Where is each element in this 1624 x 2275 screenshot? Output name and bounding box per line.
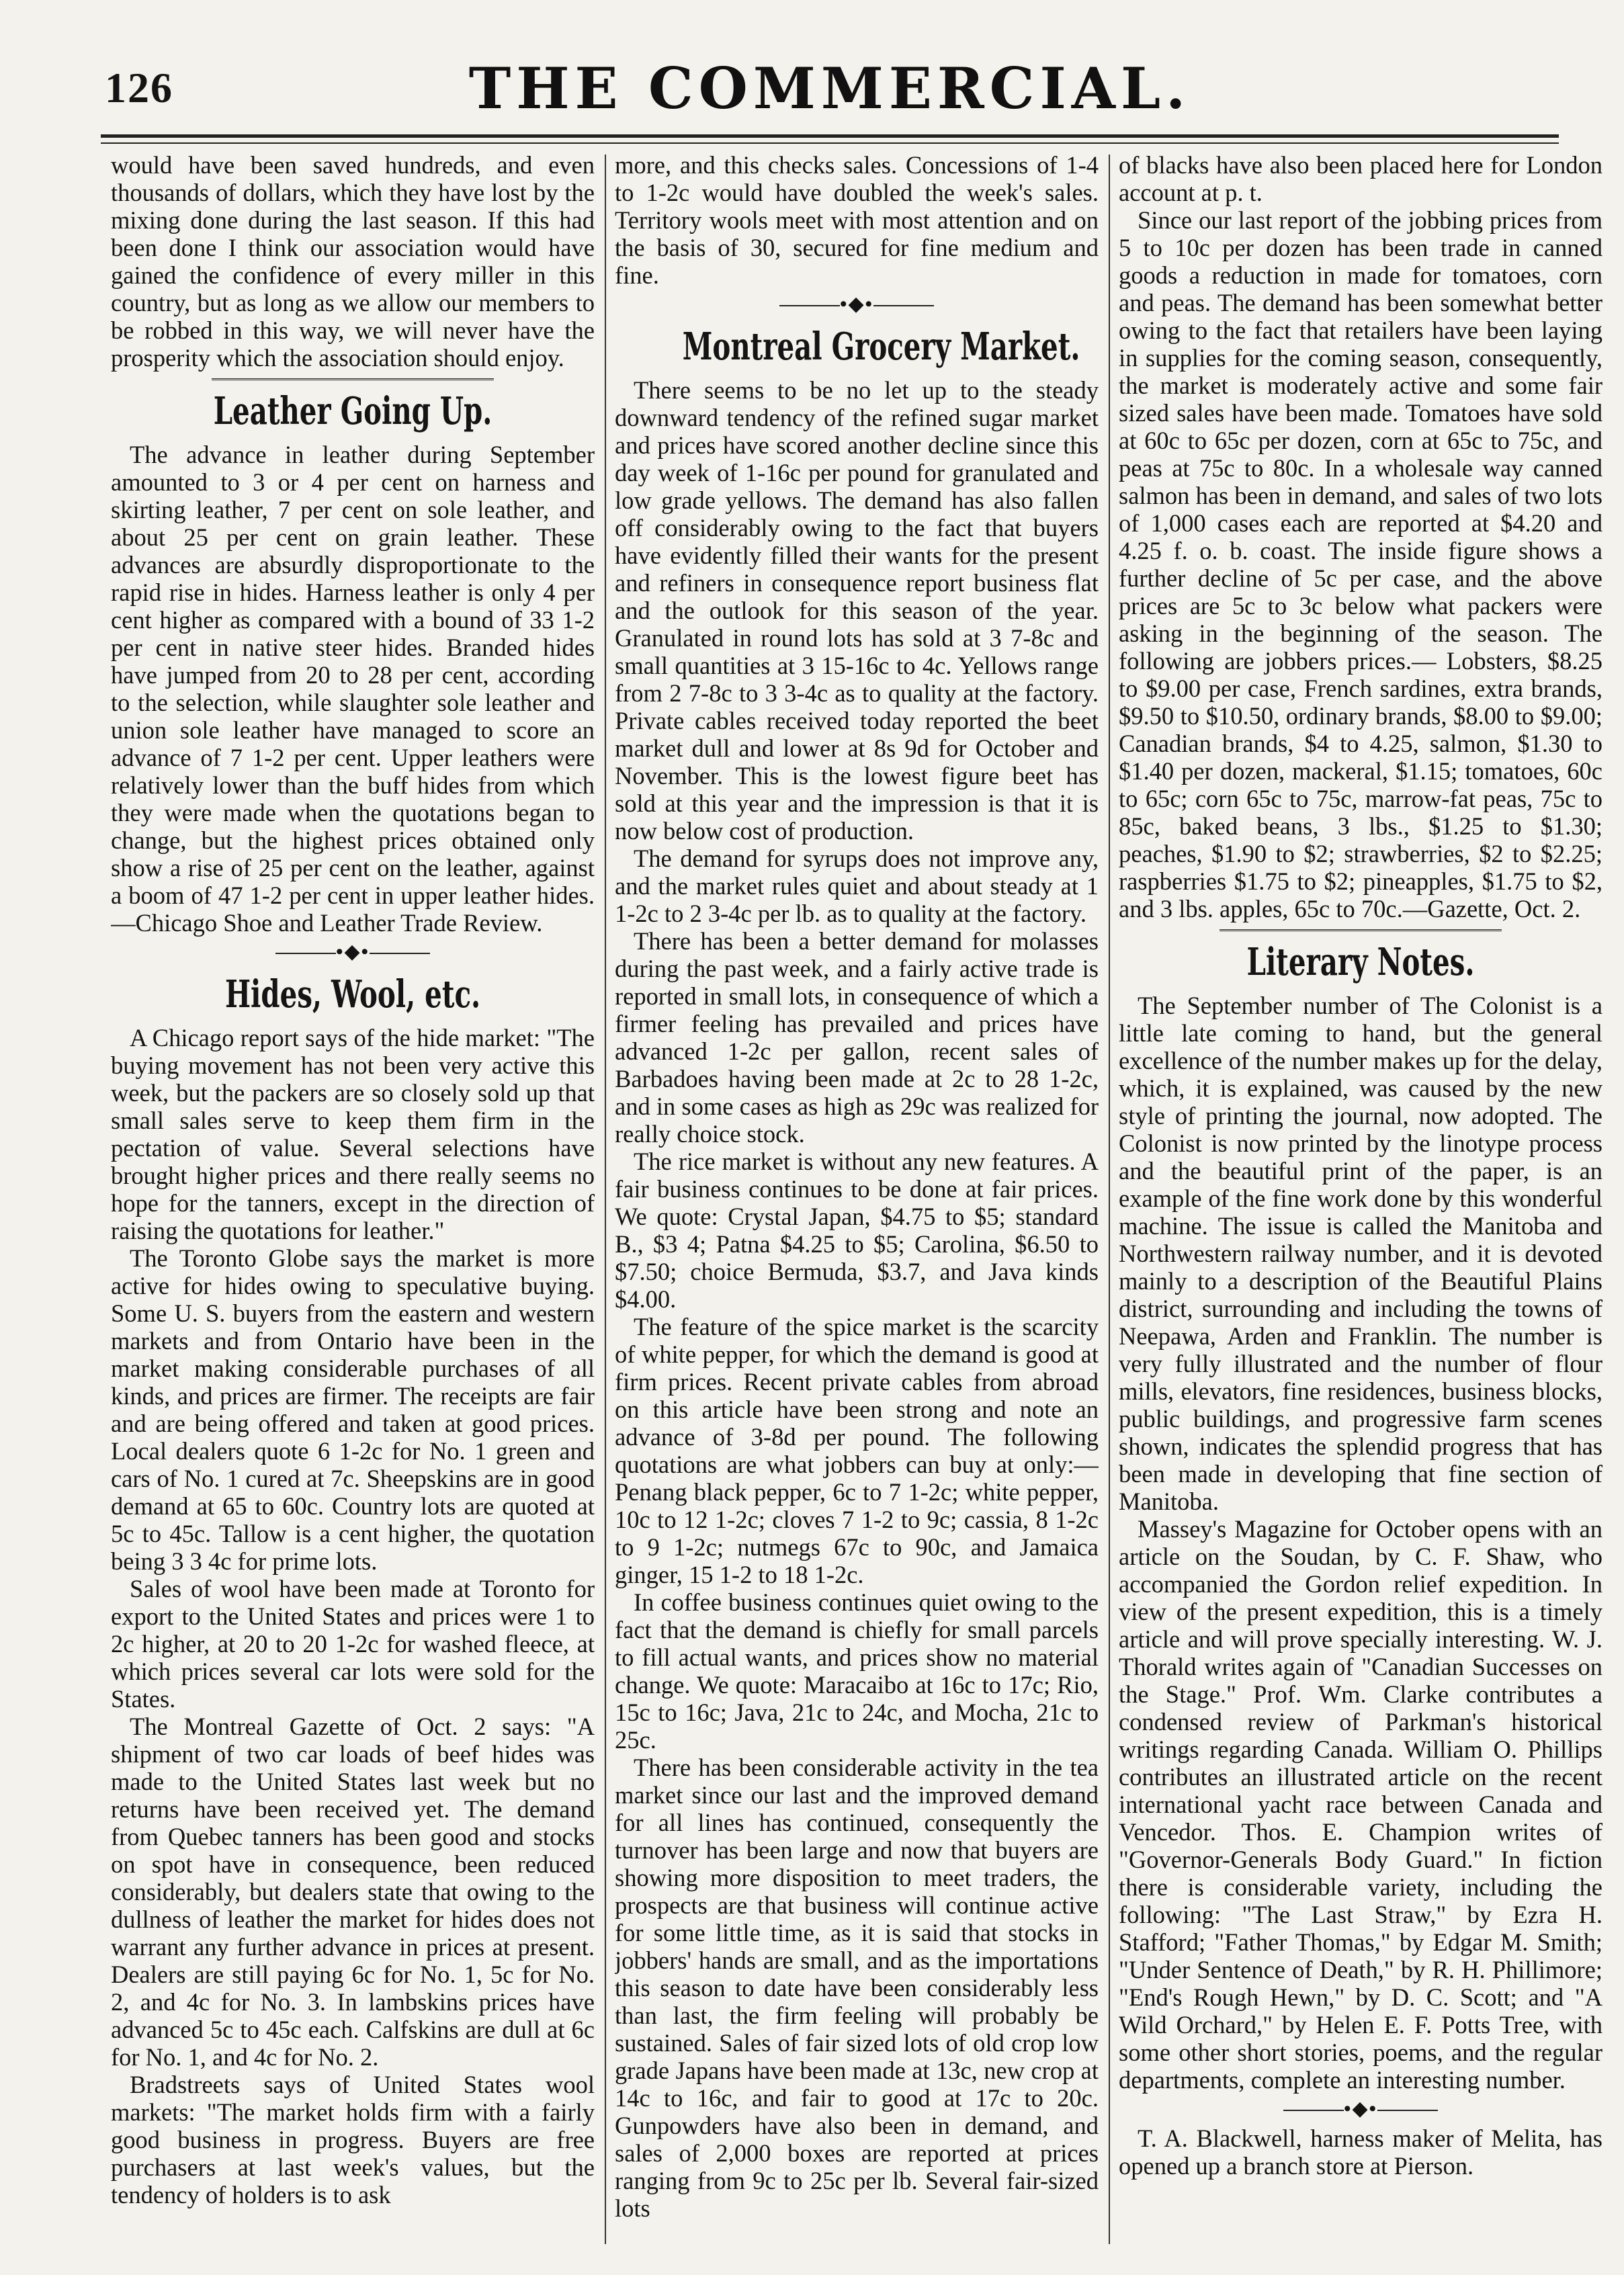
- paragraph: Sales of wool have been made at Toronto for export to the United States and prices were 1 to 2c higher, at 20 to 20 1-2c for washed fleece, at which prices several car lots were sold for the States.: [111, 1575, 595, 1713]
- headline-leather-going-up: Leather Going Up.: [213, 389, 493, 433]
- headline-montreal-grocery: Montreal Grocery Market.: [682, 325, 1080, 369]
- publication-title: THE COMMERCIAL.: [468, 55, 1191, 122]
- column-divider: [605, 155, 606, 2244]
- paragraph: The demand for syrups does not improve any, and the market rules quiet and about steady at 1 1-2c to 2 3-4c per lb. as to quality at the factory.: [615, 845, 1099, 927]
- paragraph: There has been considerable activity in the tea market since our last and the improved demand for all lines has continued, consequently the turnover has been large and now that buyers are showing more disposition to meet traders, the prospects are that business will continue active for some little time, as it is said that stocks in jobbers' hands are small, and as the importations this season to date have been considerably less than last, the firm feeling will probably be sustained. Sales of fair sized lots of old crop low grade Japans have been made at 13c, new crop at 14c to 16c, and fair to good at 17c to 20c. Gunpowders have also been in demand, and sales of 2,000 boxes are reported at prices ranging from 9c to 25c per lb. Several fair-sized lots: [615, 1754, 1099, 2222]
- section-rule: [1220, 929, 1502, 931]
- paragraph: of blacks have also been placed here for London account at p. t.: [1119, 151, 1602, 206]
- paragraph: T. A. Blackwell, harness maker of Melita, has opened up a branch store at Pierson.: [1119, 2124, 1602, 2180]
- paragraph: The Toronto Globe says the market is more active for hides owing to speculative buying. Some U. S. buyers from the eastern and western markets and from Ontario have been in the market making considerable purchases of all kinds, and prices are firmer. The receipts are fair and are being offered and taken at good prices. Local dealers quote 6 1-2c for No. 1 green and cars of No. 1 cured at 7c. Sheepskins are in good demand at 65 to 60c. Country lots are quoted at 5c to 45c. Tallow is a cent higher, the quotation being 3 3 4c for prime lots.: [111, 1244, 595, 1575]
- paragraph: The advance in leather during September amounted to 3 or 4 per cent on harness and skirting leather, 7 per cent on sole leather, and about 25 per cent on grain leather. These advances are absurdly disproportionate to the rapid rise in hides. Harness leather is only 4 per cent higher as compared with a bound of 33 1-2 per cent in native steer hides. Branded hides have jumped from 20 to 28 per cent, according to the selection, while slaughter sole leather and union sole leather have managed to score an advance of 7 1-2 per cent. Upper leathers were relatively lower than the buff hides from which they were made when the quotations began to change, but the highest prices obtained only show a rise of 25 per cent on the leather, against a boom of 47 1-2 per cent in upper leather hides.—Chicago Shoe and Leather Trade Review.: [111, 441, 595, 937]
- section-rule: [212, 378, 494, 380]
- column-3: [1119, 151, 1602, 2251]
- paragraph: The feature of the spice market is the scarcity of white pepper, for which the demand is good at firm prices. Recent private cables from abroad on this article have been strong and note an advance of 3-8d per pound. The following quotations are what jobbers can buy at only:—Penang black pepper, 6c to 7 1-2c; white pepper, 10c to 12 1-2c; cloves 7 1-2 to 9c; cassia, 8 1-2c to 9 1-2c; nutmegs 67c to 90c, and Jamaica ginger, 15 1-2 to 18 1-2c.: [615, 1313, 1099, 1588]
- paragraph: Since our last report of the jobbing prices from 5 to 10c per dozen has been trade in canned goods a reduction in made for tomatoes, corn and peas. The demand has been somewhat better owing to the fact that retailers have been laying in supplies for the coming season, consequently, the market is moderately active and some fair sized sales have been made. Tomatoes have sold at 60c to 65c per dozen, corn at 65c to 75c, and peas at 75c to 80c. In a wholesale way canned salmon has been in demand, and sales of two lots of 1,000 cases each are reported at $4.20 and 4.25 f. o. b. coast. The inside figure shows a further decline of 5c per case, and the above prices are 5c to 3c below what packers were asking in the beginning of the season. The following are jobbers prices.— Lobsters, $8.25 to $9.00 per case, French sardines, extra brands, $9.50 to $10.50, ordinary brands, $8.00 to $9.00; Canadian brands, $4 to 4.25, salmon, $1.30 to $1.40 per dozen, mackeral, $1.15; tomatoes, 60c to 65c; corn 65c to 75c, marrow-fat peas, 75c to 85c, baked beans, 3 lbs., $1.25 to $1.30; peaches, $1.90 to $2; strawberries, $2 to $2.25; raspberries $1.75 to $2; pineapples, $1.75 to $2, and 3 lbs. apples, 65c to 70c.—Gazette, Oct. 2.: [1119, 206, 1602, 922]
- column-2: [615, 151, 1099, 2251]
- paragraph: Bradstreets says of United States wool markets: "The market holds firm with a fairly good business in progress. Buyers are free purchasers at last week's values, but the tendency of holders is to ask: [111, 2071, 595, 2208]
- ornament-divider: •◆•: [111, 941, 595, 963]
- masthead: [101, 40, 1559, 141]
- paragraph: would have been saved hundreds, and even thousands of dollars, which they have lost by the mixing done during the last season. If this had been done I think our association would have gained the confidence of every miller in this country, but as long as we allow our members to be robbed in this way, we will never have the prosperity which the association should enjoy.: [111, 151, 595, 372]
- ornament-divider: •◆•: [1119, 2098, 1602, 2120]
- column-divider: [1109, 155, 1110, 2244]
- paragraph: In coffee business continues quiet owing to the fact that the demand is chiefly for small parcels to fill actual wants, and prices show no material change. We quote: Maracaibo at 16c to 17c; Rio, 15c to 16c; Java, 21c to 24c, and Mocha, 21c to 25c.: [615, 1588, 1099, 1754]
- paragraph: A Chicago report says of the hide market: "The buying movement has not been very active this week, but the packers are so closely sold up that small sales serve to keep them firm in the pectation of value. Several selections have brought higher prices and there really seems no hope for the tanners, except in the direction of raising the quotations for leather.": [111, 1024, 595, 1244]
- ornament-divider: •◆•: [615, 293, 1099, 316]
- paragraph: There has been a better demand for molasses during the past week, and a fairly active trade is reported in small lots, in consequence of which a firmer feeling has prevailed and prices have advanced 1-2c per gallon, recent sales of Barbadoes having been made at 2c to 28 1-2c, and in some cases as high as 29c was realized for really choice stock.: [615, 927, 1099, 1148]
- paragraph: The Montreal Gazette of Oct. 2 says: "A shipment of two car loads of beef hides was made to the United States last week but no returns have been received yet. The demand from Quebec tanners has been good and stocks on spot have in consequence, been reduced considerably, but dealers state that owing to the dullness of leather the market for hides does not warrant any further advance in prices at present. Dealers are still paying 6c for No. 1, 5c for No. 2, and 4c for No. 3. In lambskins prices have advanced 5c to 45c each. Calfskins are dull at 6c for No. 1, and 4c for No. 2.: [111, 1713, 595, 2071]
- headline-hides-wool: Hides, Wool, etc.: [224, 972, 481, 1017]
- masthead-rule-thin: [101, 142, 1559, 144]
- masthead-rule: [101, 134, 1559, 138]
- paragraph: There seems to be no let up to the steady downward tendency of the refined sugar market and prices have scored another decline since this day week of 1-16c per pound for granulated and low grade yellows. The demand has also fallen off considerably owing to the fact that buyers have evidently filled their wants for the present and refiners in consequence report business flat and the outlook for this season of the year. Granulated in round lots has sold at 3 7-8c and small quantities at 3 15-16c to 4c. Yellows range from 2 7-8c to 3 3-4c as to quality at the factory. Private cables received today reported the beet market dull and lower at 8s 9d for October and November. This is the lowest figure beet has sold at this year and the impression is that it is now below cost of production.: [615, 376, 1099, 845]
- paragraph: The September number of The Colonist is a little late coming to hand, but the general excellence of the number makes up for the delay, which, it is explained, was caused by the new style of printing the journal, now adopted. The Colonist is now printed by the linotype process and the beautiful print of the paper, is an example of the fine work done by this wonderful machine. The issue is called the Manitoba and Northwestern railway number, and it is devoted mainly to a description of the Beautiful Plains district, surrounding and including the towns of Neepawa, Arden and Franklin. The number is very fully illustrated and the number of flour mills, elevators, fine residences, business blocks, public buildings, and progressive farm scenes shown, indicates the splendid progress that has been made in developing that fine section of Manitoba.: [1119, 992, 1602, 1515]
- paragraph: Massey's Magazine for October opens with an article on the Soudan, by C. F. Shaw, who accompanied the Gordon relief expedition. In view of the present expedition, this is a timely article and will prove specially interesting. W. J. Thorald writes again of "Canadian Successes on the Stage." Prof. Wm. Clarke contributes a condensed review of Parkman's historical writings regarding Canada. William O. Phillips contributes an illustrated article on the recent international yacht race between Canada and Vencedor. Thos. E. Champion writes of "Governor-Generals Body Guard." In fiction there is considerable variety, including the following: "The Last Straw," by Ezra H. Stafford; "Father Thomas," by Edgar M. Smith; "Under Sentence of Death," by R. H. Phillimore; "End's Rough Hewn," by D. C. Scott; and "A Wild Orchard," by Helen E. F. Potts Tree, with some other short stories, poems, and the regular departments, complete an interesting number.: [1119, 1515, 1602, 2094]
- column-1: [111, 151, 595, 2251]
- paragraph: more, and this checks sales. Concessions of 1-4 to 1-2c would have doubled the week's sales. Territory wools meet with most attention and on the basis of 30, secured for fine medium and fine.: [615, 151, 1099, 289]
- headline-literary-notes: Literary Notes.: [1246, 940, 1475, 984]
- page-number: 126: [105, 64, 173, 112]
- paragraph: The rice market is without any new features. A fair business continues to be done at fair prices. We quote: Crystal Japan, $4.75 to $5; standard B., $3 4; Patna $4.25 to $5; Carolina, $6.50 to $7.50; choice Bermuda, $3.7, and Java kinds $4.00.: [615, 1148, 1099, 1313]
